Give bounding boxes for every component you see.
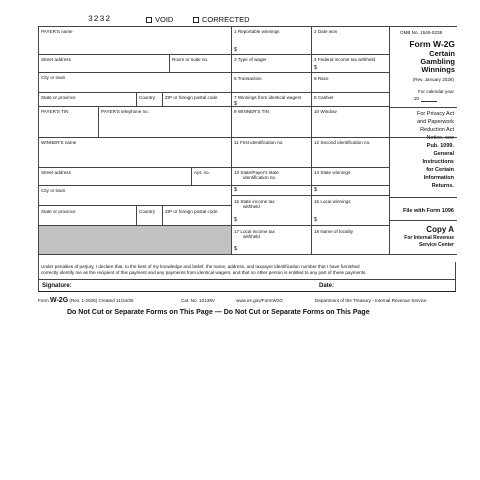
dollar-sign: $	[314, 65, 318, 71]
winner-name-field[interactable]	[39, 138, 232, 168]
box15-state-tax-withheld[interactable]	[232, 196, 312, 226]
box11-label: 11 First identification no.	[234, 140, 284, 145]
form-title: Form W-2G	[409, 39, 455, 49]
footer-department: Department of the Treasury - Internal Revenue Service	[315, 298, 427, 303]
copy-for-line-1: For Internal Revenue	[404, 235, 454, 241]
dollar-sign: $	[234, 101, 238, 107]
winner-city-field[interactable]	[39, 186, 232, 206]
dollar-sign: $	[234, 217, 238, 223]
payer-city-field[interactable]	[39, 73, 232, 93]
footer-revision: (Rev. 1-2026) Created 11/24/25	[69, 298, 134, 303]
corrected-checkbox[interactable]	[193, 17, 199, 23]
box17-label: 17 Local income tax	[234, 229, 275, 234]
title-line-1: Certain	[429, 49, 455, 58]
payer-street-label: Street address	[41, 57, 71, 62]
box10-label: 10 Window	[314, 109, 337, 114]
perjury-block	[38, 262, 456, 280]
perjury-line-2: correctly identify me as the recipient of this payment and any payments from identical wagers, and that no other person is entitled to any part of these payments.	[41, 270, 367, 275]
box5-label: 5 Transaction	[234, 76, 262, 81]
dollar-sign: $	[314, 187, 318, 193]
privacy-line-7: Instructions	[422, 159, 454, 165]
box6-race[interactable]	[312, 73, 390, 93]
payer-zip-label: ZIP or foreign postal code	[165, 95, 218, 100]
dollar-sign: $	[234, 47, 238, 53]
box5-transaction[interactable]	[232, 73, 312, 93]
box17-local-tax-withheld[interactable]	[232, 226, 312, 255]
box1-reportable-winnings[interactable]	[232, 27, 312, 55]
privacy-line-4: Notice, see	[426, 135, 454, 141]
copy-a-label: Copy A	[426, 225, 454, 234]
signature-label: Signature:	[42, 283, 72, 289]
payer-phone-field[interactable]	[99, 107, 232, 138]
copy-for-line-2: Service Center	[418, 242, 454, 248]
box18-locality[interactable]	[312, 226, 390, 255]
void-checkbox[interactable]	[146, 17, 152, 23]
calendar-year-label: For calendar year	[417, 89, 454, 94]
box13-label-2: identification no.	[243, 175, 277, 180]
revision-date: (Rev. January 2026)	[412, 77, 454, 82]
box16-local-winnings[interactable]	[312, 196, 390, 226]
box7-label: 7 Winnings from identical wagers	[234, 95, 302, 100]
title-line-2: Gambling	[420, 57, 455, 66]
winner-apt-label: Apt. no.	[194, 170, 210, 175]
box9-label: 9 WINNER'S TIN	[234, 109, 269, 114]
winner-name-label: WINNER'S name	[41, 140, 77, 145]
footer-form-word: Form	[38, 298, 49, 303]
privacy-line-2: and Paperwork	[417, 119, 454, 125]
privacy-line-1: For Privacy Act	[417, 111, 454, 117]
footer-form-name: W-2G	[50, 297, 69, 304]
winner-zip-field[interactable]	[163, 206, 232, 226]
payer-country-label: Country	[139, 95, 156, 100]
privacy-line-9: Information	[423, 175, 454, 181]
box18-label: 18 Name of locality	[314, 229, 354, 234]
box12-label: 12 Second identification no.	[314, 140, 371, 145]
footer-cat-no: Cat. No. 10138V	[181, 298, 215, 303]
box2-date-won[interactable]	[312, 27, 390, 55]
winner-street-label: Street address	[41, 170, 71, 175]
winner-country-field[interactable]	[137, 206, 163, 226]
payer-room-field[interactable]	[170, 55, 232, 73]
omb-number: OMB No. 1545-0238	[400, 30, 443, 35]
payer-tin-field[interactable]	[39, 107, 99, 138]
form-title-block	[390, 27, 457, 138]
footer-form-id	[38, 297, 134, 304]
corrected-label: CORRECTED	[202, 15, 250, 24]
w2g-form	[38, 26, 457, 263]
perjury-line-1: Under penalties of perjury, I declare that, to the best of my knowledge and belief, the name, address, and taxpayer identification number that I have furnished	[41, 264, 360, 269]
winner-country-label: Country	[139, 209, 156, 214]
box3-type-of-wager[interactable]	[232, 55, 312, 73]
instructions-block	[390, 135, 457, 255]
box7-identical-wagers[interactable]	[232, 93, 312, 107]
box11-first-id[interactable]	[232, 138, 312, 168]
do-not-cut-notice: Do Not Cut or Separate Forms on This Page — Do Not Cut or Separate Forms on This Page	[67, 309, 370, 316]
box13-label: 13 State/Payer's state	[234, 170, 279, 175]
calendar-year-prefix: 20	[414, 96, 420, 101]
payer-room-label: Room or suite no.	[172, 57, 209, 62]
control-number: 3232	[88, 15, 112, 24]
box13-state-id-lower[interactable]	[232, 186, 312, 196]
winner-city-label: City or town	[41, 188, 66, 193]
dollar-sign: $	[234, 246, 238, 252]
shaded-area	[39, 226, 232, 255]
privacy-line-10: Returns.	[431, 183, 454, 189]
box14-label: 14 State winnings	[314, 170, 351, 175]
box8-cashier[interactable]	[312, 93, 390, 107]
box1-label: 1 Reportable winnings	[234, 29, 280, 34]
dollar-sign: $	[314, 217, 318, 223]
box8-label: 8 Cashier	[314, 95, 334, 100]
payer-tin-label: PAYER'S TIN	[41, 109, 69, 114]
winner-state-label: State or province	[41, 209, 76, 214]
winner-zip-label: ZIP or foreign postal code	[165, 209, 218, 214]
payer-street-field[interactable]	[39, 55, 170, 73]
box16-label: 16 Local winnings	[314, 199, 351, 204]
box15-label: 15 State income tax	[234, 199, 275, 204]
title-line-3: Winnings	[421, 65, 455, 74]
payer-city-label: City or town	[41, 75, 66, 80]
box14-state-winnings-lower[interactable]	[312, 186, 390, 196]
date-label: Date:	[319, 283, 335, 289]
payer-country-field[interactable]	[137, 93, 163, 107]
box9-winner-tin[interactable]	[232, 107, 312, 138]
box4-label: 4 Federal income tax withheld	[314, 57, 376, 62]
box3-label: 3 Type of wager	[234, 57, 267, 62]
box13-state-id[interactable]	[232, 168, 312, 186]
winner-apt-field[interactable]	[192, 168, 232, 186]
payer-phone-label: PAYER'S telephone no.	[101, 109, 149, 114]
privacy-line-5: Pub. 1099.	[426, 143, 454, 149]
winner-street-field[interactable]	[39, 168, 192, 186]
payer-zip-field[interactable]	[163, 93, 232, 107]
privacy-line-3: Reduction Act	[420, 127, 454, 133]
void-label: VOID	[155, 15, 174, 24]
box14-state-winnings[interactable]	[312, 168, 390, 186]
payer-name-label: PAYER'S name	[41, 29, 73, 34]
signature-row[interactable]	[38, 280, 456, 292]
winner-state-field[interactable]	[39, 206, 137, 226]
payer-state-label: State or province	[41, 95, 76, 100]
privacy-line-8: for Certain	[426, 167, 454, 173]
box2-label: 2 Date won	[314, 29, 338, 34]
box15-label-2: withheld	[243, 204, 260, 209]
box17-label-2: withheld	[243, 234, 260, 239]
payer-state-field[interactable]	[39, 93, 137, 107]
payer-name-field[interactable]	[39, 27, 232, 55]
dollar-sign: $	[234, 187, 238, 193]
box12-second-id[interactable]	[312, 138, 390, 168]
box6-label: 6 Race	[314, 76, 329, 81]
footer-url: www.irs.gov/FormW2G	[236, 298, 283, 303]
calendar-year-input[interactable]	[421, 101, 437, 102]
privacy-line-6: General	[433, 151, 454, 157]
file-with-1096: File with Form 1096	[402, 208, 454, 214]
box4-federal-tax-withheld[interactable]	[312, 55, 390, 73]
box10-window[interactable]	[312, 107, 390, 138]
